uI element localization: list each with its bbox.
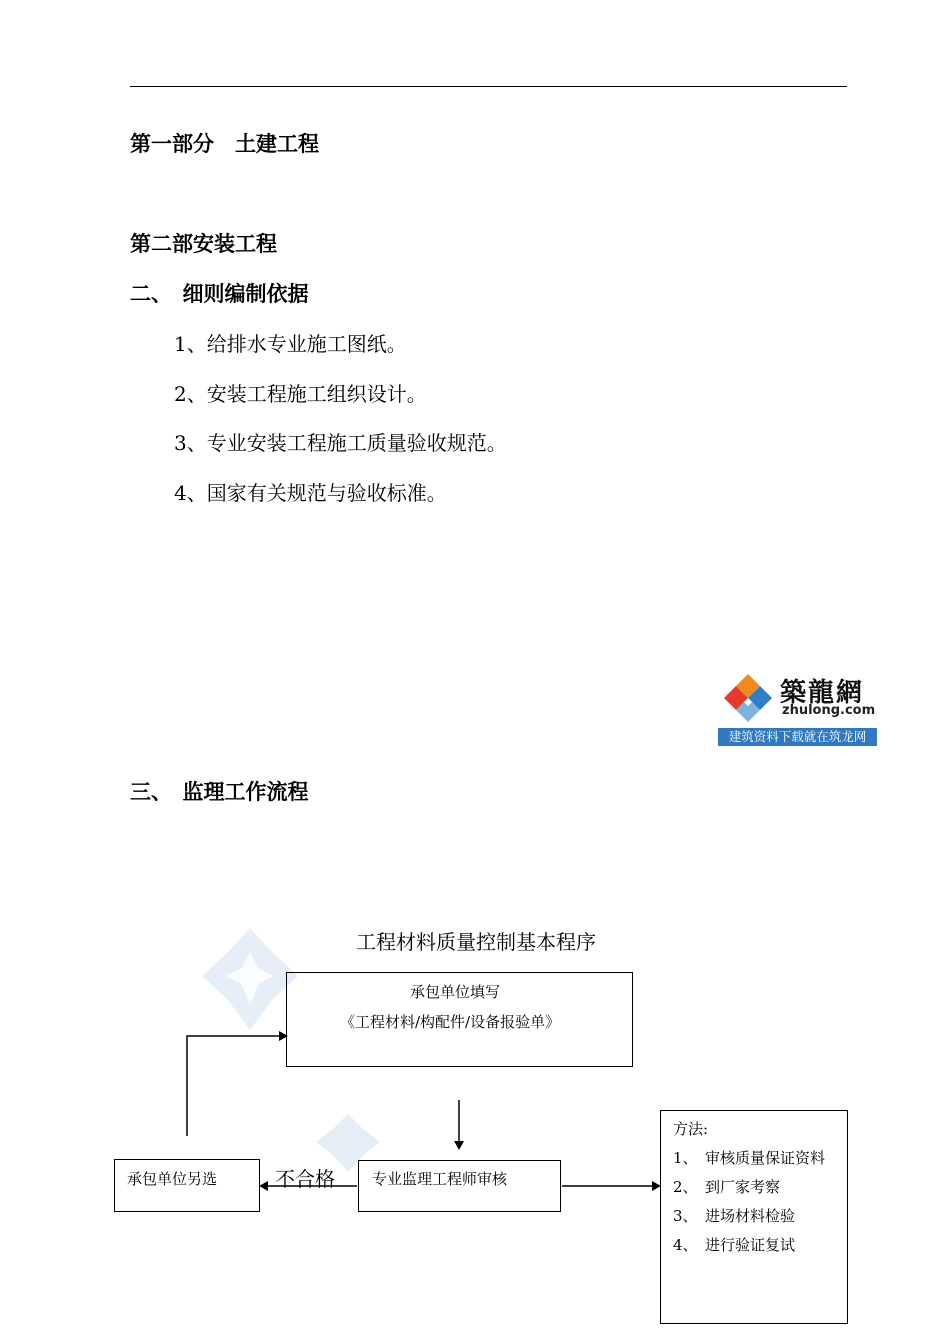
method-item-1: 1、 审核质量保证资料	[673, 1149, 826, 1167]
method-item-2: 2、 到厂家考察	[673, 1178, 781, 1196]
logo-name-cn: 築龍網	[780, 678, 865, 708]
method-item-3: 3、 进场材料检验	[673, 1207, 796, 1225]
section-heading-part1: 第一部分 土建工程	[130, 132, 319, 156]
basis-item-1: 1、给排水专业施工图纸。	[174, 332, 407, 356]
submit-box-line2: 《工程材料/构配件/设备报验单》	[340, 1013, 561, 1031]
return-connector	[187, 1036, 280, 1136]
reject-box-label: 承包单位另选	[127, 1170, 218, 1188]
section-heading-part2: 第二部安装工程	[130, 232, 277, 256]
basis-item-3: 3、专业安装工程施工质量验收规范。	[174, 431, 507, 455]
section-heading-workflow: 三、 监理工作流程	[130, 780, 309, 804]
method-item-4: 4、 进行验证复试	[673, 1236, 796, 1254]
arrowhead-icon	[259, 1181, 268, 1191]
arrowhead-icon	[652, 1181, 661, 1191]
basis-item-2: 2、安装工程施工组织设计。	[174, 382, 427, 406]
submit-box-line1: 承包单位填写	[410, 983, 501, 1001]
methods-heading: 方法:	[673, 1120, 709, 1138]
reject-label: 不合格	[275, 1167, 335, 1191]
flowchart-title: 工程材料质量控制基本程序	[356, 930, 596, 954]
basis-item-4: 4、国家有关规范与验收标准。	[174, 481, 447, 505]
logo-slogan: 建筑资料下载就在筑龙网	[718, 728, 877, 746]
arrowhead-icon	[454, 1141, 464, 1150]
section-heading-basis: 二、 细则编制依据	[130, 282, 309, 306]
arrowhead-icon	[279, 1031, 288, 1041]
logo-domain: zhulong.com	[782, 703, 876, 718]
review-box-label: 专业监理工程师审核	[372, 1170, 508, 1188]
